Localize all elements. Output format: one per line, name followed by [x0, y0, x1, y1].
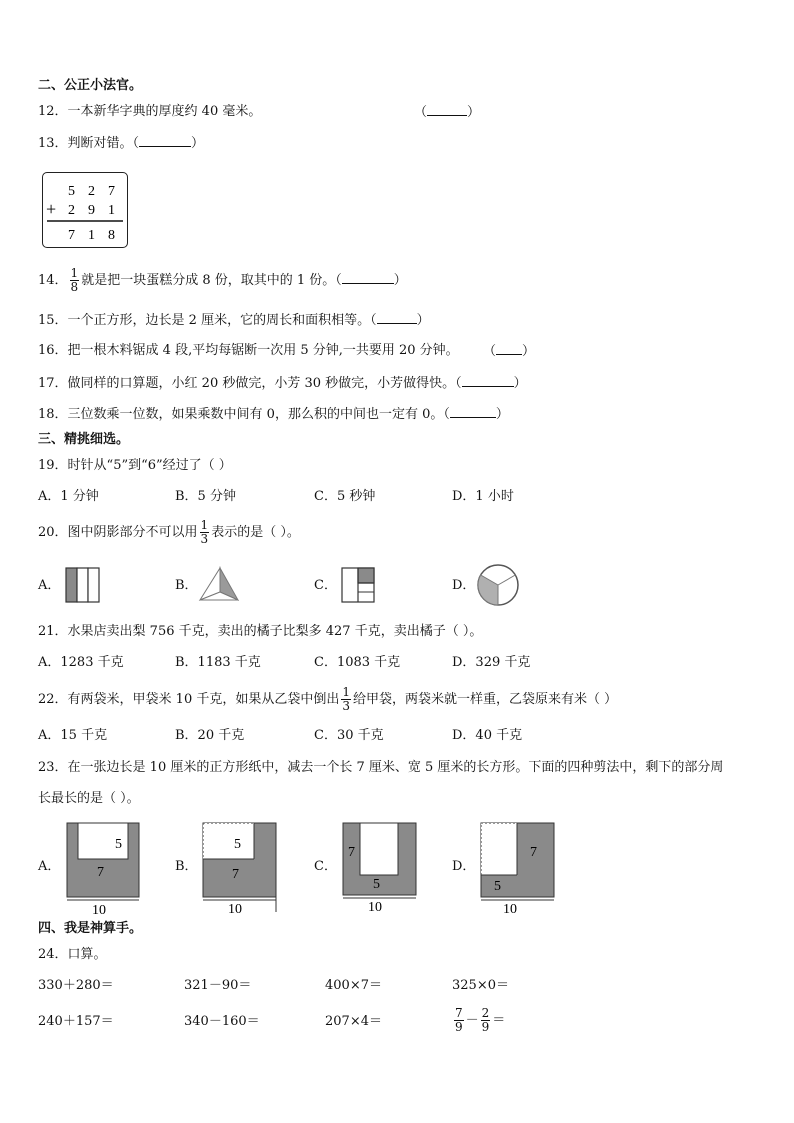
question-14-text: 就是把一块蛋糕分成 8 份，取其中的 1 份。（	[81, 273, 342, 288]
denominator: 9	[481, 1020, 490, 1034]
numerator: 1	[342, 685, 350, 699]
digit: 8	[108, 228, 115, 243]
digit: 5	[68, 184, 75, 199]
question-23-line2: 长最长的是（ ）。	[38, 791, 140, 806]
label-7: 7	[530, 845, 537, 860]
question-19: 19．时针从“5”到“6”经过了（ ）	[38, 458, 232, 473]
answer-blank-13[interactable]	[139, 134, 191, 147]
paren-right: ）	[191, 136, 205, 151]
numerator: 1	[70, 266, 79, 280]
question-14	[38, 266, 407, 296]
option-a[interactable]: A．	[38, 578, 61, 593]
label-10: 10	[92, 903, 106, 916]
mental-math-item[interactable]: 207×4＝	[325, 1014, 382, 1029]
label-7: 7	[348, 845, 355, 860]
denominator: 8	[70, 280, 79, 294]
paren-right: ）	[416, 313, 430, 328]
question-23-line1: 23．在一张边长是 10 厘米的正方形纸中，减去一个长 7 厘米、宽 5 厘米的长方形。下面的四种剪法中，剩下的部分周	[38, 760, 724, 775]
answer-blank-14[interactable]	[342, 271, 394, 284]
digit: 1	[108, 203, 115, 218]
option-c[interactable]: C．5 秒钟	[314, 489, 376, 504]
answer-blank-18[interactable]	[450, 405, 496, 418]
fraction-1-3	[200, 519, 210, 546]
question-22-text: 22．有两袋米，甲袋米 10 千克，如果从乙袋中倒出	[38, 692, 340, 707]
label-10: 10	[503, 902, 517, 916]
question-13	[38, 134, 204, 153]
digit: 7	[68, 228, 75, 243]
option-d[interactable]: D．40 千克	[452, 728, 523, 743]
label-5: 5	[234, 837, 241, 852]
paren-right: ）	[513, 376, 527, 391]
question-20-text: 20．图中阴影部分不可以用	[38, 525, 198, 540]
digit: 2	[68, 203, 75, 218]
option-b[interactable]: B．1183 千克	[175, 655, 261, 670]
question-18-text: 18．三位数乘一位数，如果乘数中间有 0，那么积的中间也一定有 0。（	[38, 407, 450, 422]
mental-math-item[interactable]: 400×7＝	[325, 978, 382, 993]
circle-thirds-figure	[475, 562, 521, 608]
question-15	[38, 311, 430, 330]
option-a[interactable]: A．1283 千克	[38, 655, 124, 670]
question-22-suffix: 给甲袋，两袋米就一样重，乙袋原来有米（ ）	[353, 692, 618, 707]
fraction-7-9	[454, 1007, 464, 1034]
paren-right: ）	[522, 344, 536, 359]
vertical-addition-figure	[43, 173, 127, 247]
numerator: 1	[200, 518, 209, 532]
triangle-figure	[196, 564, 242, 604]
mental-math-item[interactable]: 340－160＝	[184, 1014, 260, 1029]
paren-left: （	[414, 105, 428, 120]
minus-sign: －	[465, 1013, 479, 1028]
fraction-1-3	[341, 686, 351, 713]
question-20	[38, 518, 300, 548]
rectangle-thirds-figure	[64, 566, 102, 604]
label-5: 5	[115, 837, 122, 852]
label-7: 7	[232, 867, 239, 882]
option-c[interactable]: C．	[314, 859, 337, 874]
digit: 2	[88, 184, 95, 199]
paren-right: ）	[467, 105, 481, 120]
mental-math-item[interactable]: 321－90＝	[184, 978, 252, 993]
mental-math-item[interactable]: 240＋157＝	[38, 1014, 114, 1029]
fraction-2-9	[481, 1007, 491, 1034]
section-heading-3: 三、精挑细选。	[38, 432, 130, 447]
label-5: 5	[373, 877, 380, 892]
option-b[interactable]: B．	[175, 578, 198, 593]
question-24-title: 24．口算。	[38, 947, 107, 962]
question-15-text: 15．一个正方形，边长是 2 厘米，它的周长和面积相等。（	[38, 313, 377, 328]
digit: 9	[88, 203, 95, 218]
option-c[interactable]: C．	[314, 578, 337, 593]
question-16	[38, 342, 459, 360]
digit: 1	[88, 228, 95, 243]
equals-sign: ＝	[492, 1013, 506, 1028]
label-10: 10	[228, 902, 242, 916]
answer-blank-17[interactable]	[462, 374, 514, 387]
label-10: 10	[368, 900, 382, 915]
answer-blank-16[interactable]	[483, 342, 535, 361]
question-17	[38, 374, 527, 393]
answer-blank-15[interactable]	[377, 311, 417, 324]
question-22	[38, 685, 617, 715]
vertical-addition-box	[42, 172, 128, 248]
option-d[interactable]: D．	[452, 859, 476, 874]
blank-line	[496, 342, 522, 355]
option-b[interactable]: B．20 千克	[175, 728, 245, 743]
question-18	[38, 405, 509, 424]
question-number: 14．	[38, 273, 68, 288]
option-a[interactable]: A．	[38, 859, 61, 874]
option-b[interactable]: B．	[175, 859, 198, 874]
question-16-text: 16．把一根木料锯成 4 段,平均每锯断一次用 5 分钟,一共要用 20 分钟。	[38, 343, 459, 358]
square-quarters-figure	[340, 566, 378, 604]
blank-line	[427, 103, 467, 116]
cut-figure-c	[340, 820, 420, 916]
question-13-text: 13．判断对错。（	[38, 136, 140, 151]
paren-left: （	[483, 344, 497, 359]
denominator: 3	[200, 532, 209, 546]
option-a[interactable]: A．15 千克	[38, 728, 108, 743]
question-12	[38, 103, 261, 121]
question-17-text: 17．做同样的口算题，小红 20 秒做完，小芳 30 秒做完，小芳做得快。（	[38, 376, 462, 391]
paren-right: ）	[393, 273, 407, 288]
cut-figure-a	[64, 820, 144, 916]
numerator: 7	[455, 1006, 463, 1020]
option-d[interactable]: D．1 小时	[452, 489, 514, 504]
question-12-text: 12．一本新华字典的厚度约 40 毫米。	[38, 104, 262, 119]
cut-figure-b	[200, 820, 280, 916]
mental-math-item[interactable]: 325×0＝	[452, 978, 509, 993]
answer-blank-12[interactable]	[414, 103, 480, 122]
section-heading-4: 四、我是神算手。	[38, 921, 143, 936]
label-7: 7	[97, 865, 104, 880]
option-c[interactable]: C．1083 千克	[314, 655, 401, 670]
question-21: 21．水果店卖出梨 756 千克，卖出的橘子比梨多 427 千克，卖出橘子（ ）。	[38, 624, 483, 639]
option-b[interactable]: B．5 分钟	[175, 489, 236, 504]
option-d[interactable]: D．	[452, 578, 476, 593]
denominator: 9	[455, 1020, 463, 1034]
mental-math-item[interactable]: 330＋280＝	[38, 978, 114, 993]
denominator: 3	[342, 699, 350, 713]
fraction-1-8	[70, 267, 80, 294]
option-a[interactable]: A．1 分钟	[38, 489, 99, 504]
numerator: 2	[481, 1006, 490, 1020]
paren-right: ）	[495, 407, 509, 422]
question-20-suffix: 表示的是（ ）。	[211, 525, 300, 540]
section-heading-2: 二、公正小法官。	[38, 78, 143, 93]
option-c[interactable]: C．30 千克	[314, 728, 384, 743]
cut-figure-d	[478, 820, 558, 916]
plus-sign: +	[46, 199, 57, 219]
fraction-subtraction-item[interactable]	[452, 1003, 505, 1039]
option-d[interactable]: D．329 千克	[452, 655, 531, 670]
label-5: 5	[494, 879, 501, 894]
digit: 7	[108, 184, 115, 199]
